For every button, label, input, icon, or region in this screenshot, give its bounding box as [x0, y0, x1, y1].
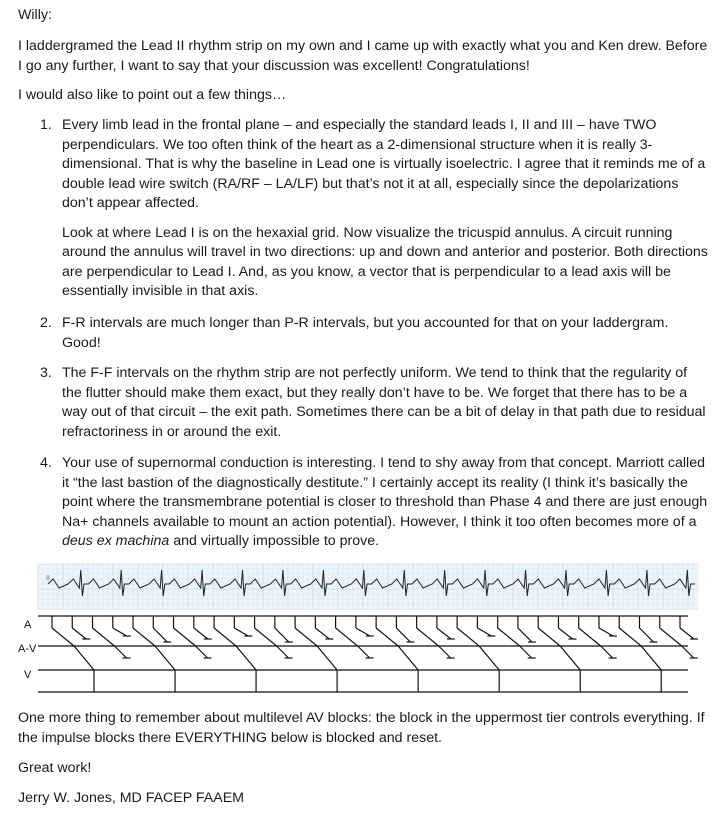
av-conduction-lower [601, 646, 613, 658]
av-conduction [295, 628, 317, 646]
av-conduction [174, 628, 196, 646]
av-conduction [518, 628, 532, 642]
item-text [62, 454, 708, 552]
signature: Jerry W. Jones, MD FACEP FAAEM [18, 790, 245, 806]
av-conduction [558, 628, 572, 639]
av-conduction [153, 628, 167, 642]
item-number: 4. [40, 455, 52, 471]
av-conduction-lower [439, 646, 451, 658]
tier-label-v: V [24, 669, 32, 681]
list-item [18, 454, 708, 552]
laddergram-svg [0, 560, 715, 700]
av-conduction-lower [196, 646, 208, 658]
av-conduction [194, 628, 208, 639]
av-conduction [52, 628, 74, 646]
av-conduction [579, 628, 601, 646]
av-conduction [336, 628, 358, 646]
av-conduction [619, 628, 641, 646]
closing-paragraph: One more thing to remember about multilevel AV blocks: the block in the uppermost tier controls everything. If the impulse blocks there EVERYTHING below is blocked and reset. [18, 710, 705, 746]
av-conduction [315, 628, 329, 639]
av-conduction-lower [115, 646, 127, 658]
ladder-marks [52, 616, 698, 692]
tier-label-av: A-V [18, 643, 37, 655]
av-conduction [457, 628, 479, 646]
av-conduction [660, 628, 682, 646]
av-conduction [477, 628, 491, 636]
strip-lead-mark: II [46, 575, 50, 582]
av-conduction-lower [479, 646, 499, 670]
av-conduction [599, 628, 613, 636]
laddergram-figure [0, 560, 715, 700]
av-conduction [72, 628, 86, 639]
intro-paragraph: I laddergramed the Lead II rhythm strip on my own and I came up with exactly what you and Ken drew. Before I go any further, I want to say that your discussion was excellent! Congratulations! [18, 38, 708, 74]
item-text-after: and virtually impossible to prove. [169, 533, 380, 549]
av-conduction [255, 628, 277, 646]
av-conduction [356, 628, 370, 636]
av-conduction-lower [358, 646, 370, 658]
av-conduction [538, 628, 560, 646]
great-work-line: Great work! [18, 760, 92, 776]
point-out-line: I would also like to point out a few things… [18, 87, 287, 103]
item-number: 2. [40, 315, 52, 331]
av-conduction-lower [277, 646, 289, 658]
av-conduction [275, 628, 289, 642]
av-conduction [376, 628, 398, 646]
av-conduction [133, 628, 155, 646]
av-conduction-lower [641, 646, 661, 670]
tier-label-a: A [24, 619, 32, 631]
item-number: 1. [40, 117, 52, 133]
av-conduction [234, 628, 248, 636]
av-conduction-lower [74, 646, 94, 670]
av-conduction [113, 628, 127, 636]
av-conduction [639, 628, 653, 642]
ladder-diagram [18, 616, 698, 692]
item-text-continued: Look at where Lead I is on the hexaxial grid. Now visualize the tricuspid annulus. A circuit running around the annulus will travel in two directions: up and down and anterior and posterior. Both directions are perpendicular to Lead I. And, as you know, a vector that is perpendicular to a lead axis will be essentially invisible in that axis. [62, 224, 708, 299]
item-text-italic: deus ex machina [62, 533, 170, 549]
av-conduction [93, 628, 115, 646]
item-text-before: Your use of supernormal conduction is interesting. I tend to shy away from that concept. Marriott called it “the last bastion of the diagnostically destitute.” I certainly accept its reality (I think it’s basically the point where the transmembrane potential is closer to threshold than Phase 4 and there are just enough Na+ channels available to mount an action potential). However, I think it too often becomes more of a [62, 455, 708, 530]
list-item [18, 314, 708, 353]
item-text: F-R intervals are much longer than P-R intervals, but you accounted for that on your laddergram. Good! [62, 315, 669, 351]
av-conduction [417, 628, 439, 646]
rhythm-strip [38, 564, 698, 610]
av-conduction-lower [682, 646, 694, 658]
av-conduction [214, 628, 236, 646]
av-conduction-lower [236, 646, 256, 670]
item-number: 3. [40, 365, 52, 381]
av-conduction-lower [520, 646, 532, 658]
av-conduction [680, 628, 694, 639]
list-item [18, 364, 708, 442]
av-conduction [437, 628, 451, 639]
av-conduction [396, 628, 410, 642]
av-conduction-lower [398, 646, 418, 670]
list-item [18, 116, 708, 302]
av-conduction [498, 628, 520, 646]
av-conduction-lower [317, 646, 337, 670]
item-text: Every limb lead in the frontal plane – and especially the standard leads I, II and III – have TWO perpendiculars. We too often think of the heart as a 2-dimensional structure when it is really 3-dimensional. That is why the baseline in Lead one is virtually isoelectric. I agree that it reminds me of a double lead wire switch (RA/RF – LA/LF) but that’s not it at all, especially since the depolarizations don’t appear affected. [62, 117, 706, 211]
av-conduction-lower [155, 646, 175, 670]
item-text: The F-F intervals on the rhythm strip are not perfectly uniform. We tend to think that the regularity of the flutter should make them exact, but they really don’t have to be. We forget that there has to be a way out of that circuit – the exit path. Sometimes there can be a bit of delay in that path due to residual refractoriness in or around the exit. [62, 365, 706, 440]
av-conduction-lower [560, 646, 580, 670]
greeting: Willy: [18, 7, 52, 23]
